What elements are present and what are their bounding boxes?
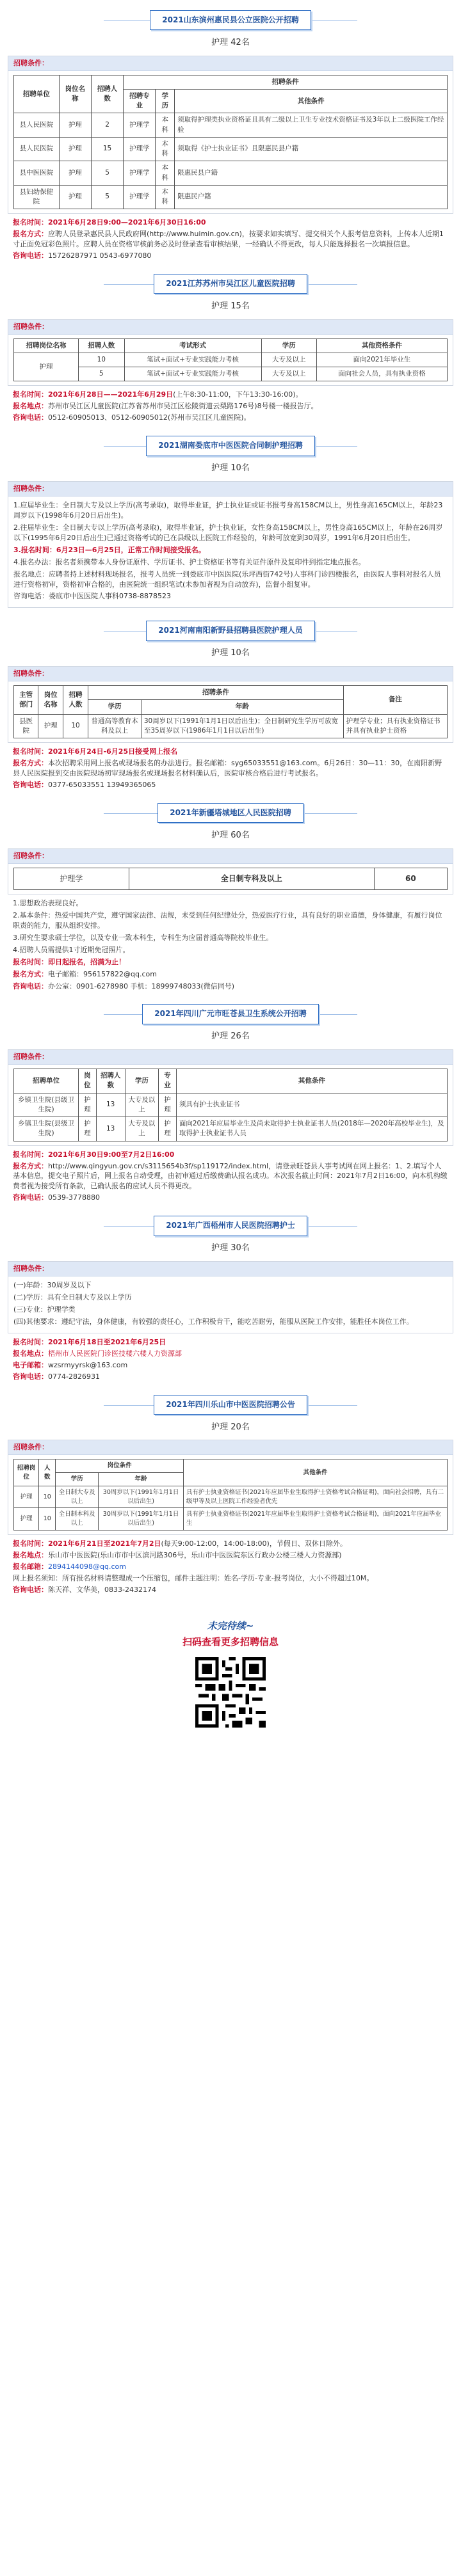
table-cell: 全日制大专及以上 [56,1486,99,1508]
section-banner [8,803,453,825]
table-cell: 限惠民户籍 [175,185,448,209]
table-cell: 面向2021年应届毕业生及尚未取得护士执业证书人员(2018年—2020年高校毕业生)，及取得护士执业证书人员 [176,1117,447,1141]
conditions-box [8,1049,453,1145]
list-item: (一)年龄：30周岁及以下 [13,1281,92,1290]
table-cell: 护理 [14,353,79,381]
section-title: 2021年广西梧州市人民医院招聘护士 [154,1216,307,1236]
conditions-label: 招聘条件： [8,1262,453,1276]
position-count: 护理 26名 [211,1031,250,1042]
table-cell: 大专及以上 [261,367,316,381]
section-info [8,894,453,992]
table-header: 其他条件 [175,90,448,113]
section-banner [8,1395,453,1417]
method-label: 报名方式： [13,969,48,978]
table-header: 学历 [88,700,142,714]
table-header: 其他条件 [184,1459,448,1486]
table-row [14,113,448,137]
job-section-7 [8,1216,453,1381]
table-cell: 全日制专科及以上 [129,868,374,889]
place-label: 报名地点： [13,1550,48,1559]
phone-label: 咨询电话： [13,251,48,260]
table-cell: 须取得护理类执业资格证且具有二级以上卫生专业技术资格证书及3年以上二级医院工作经验 [175,113,448,137]
table-row [14,137,448,161]
job-section-2 [8,274,453,423]
table-cell: 护理 [59,137,91,161]
table-header: 学历 [56,1473,99,1486]
table-header: 岗位条件 [56,1459,184,1473]
phone-value: 办公室：0901-6278980 手机：18999748033(微信同号) [48,982,235,990]
conditions-label: 招聘条件： [8,849,453,864]
table-cell: 县中医医院 [14,161,60,185]
time-value: 2021年6月21日至2021年7月2日 [48,1539,161,1548]
time-value: 2021年6月28日——2021年6月29日 [48,390,174,399]
table-header: 其他条件 [176,1069,447,1093]
table-cell: 护理学专业；具有执业资格证书并具有执业护士资格 [343,714,447,738]
job-section-6 [8,1004,453,1203]
place-label: 报名地点： [13,402,48,411]
list-item: 报名地点：应聘者持上述材料现场报名，报考人员统一到娄底市中医医院(乐坪西街742号)人事科门诊四楼报名，由医院人事科对报名人员进行资格初审，资格初审合格的，由医院统一组织笔试(未参加者视为自动放弃)，监督小组复审。 [13,569,441,589]
table-cell: 笔试+面试+专业实践能力考核 [124,353,261,367]
method-value: 电子邮箱：956157822@qq.com [48,969,157,978]
table-cell: 护理学 [124,185,156,209]
time-tail: (每天9:00-12:00，14:00-18:00)，节假日、双休日除外。 [161,1539,347,1548]
table-header: 招聘人数 [79,338,125,353]
scan-text: 扫码查看更多招聘信息 [182,1636,279,1648]
table-cell: 60 [374,868,447,889]
table-row [14,185,448,209]
table-cell: 5 [79,367,125,381]
phone-label: 咨询电话： [13,413,48,422]
table-cell: 县妇幼保健院 [14,185,60,209]
position-count: 护理 42名 [211,38,250,47]
conditions-box [8,481,453,608]
phone-value: 陈天祥、文华美，0833-2432174 [48,1585,156,1594]
table-header: 招聘单位 [14,75,60,113]
table-header: 学历 [156,90,175,113]
position-count: 护理 30名 [211,1243,250,1253]
list-item: 4.招聘人员需提供1寸近期免冠照片。 [13,945,130,954]
table-header: 年龄 [99,1473,184,1486]
time-value: 即日起报名，招满为止！ [48,957,125,966]
table-cell: 大专及以上 [125,1117,158,1141]
table-cell: 大专及以上 [261,353,316,367]
conditions-table [13,685,448,738]
table-cell: 县医院 [14,714,38,738]
section-title: 2021年四川广元市旺苍县卫生系统公开招聘 [142,1004,318,1024]
conditions-label: 招聘条件： [8,1050,453,1065]
table-cell: 15 [91,137,123,161]
table-row [14,1486,448,1508]
section-info [8,1535,453,1595]
conditions-table [13,1069,448,1141]
table-cell: 全日制本科及以上 [56,1508,99,1530]
section-info [8,386,453,423]
table-cell: 本科 [156,137,175,161]
table-cell: 护理学 [124,137,156,161]
time-label: 报名时间： [13,390,48,399]
phone-label: 咨询电话： [13,780,48,789]
conditions-label: 招聘条件： [8,1440,453,1455]
job-section-1 [8,10,453,261]
table-cell: 乡镇卫生院(县级卫生院) [14,1117,79,1141]
table-cell: 护理 [79,1093,97,1117]
phone-label: 咨询电话： [13,982,48,990]
section-banner [8,621,453,642]
table-cell: 普通高等教育本科及以上 [88,714,142,738]
time-value: 2021年6月30日9:00至7月2日16:00 [48,1150,175,1159]
table-cell: 10 [39,1486,56,1508]
table-header: 岗位名称 [59,75,91,113]
place-value: 乐山市中医医院(乐山市市中区滨河路306号，乐山市中医医院东区行政办公楼三楼人力资源部) [48,1550,342,1559]
section-banner [8,436,453,457]
list-item: 4.报名办法：报名者须携带本人身份证原件、学历证书、护士资格证书等有关证件原件及复印件到指定地点报名。 [13,557,366,566]
section-title: 2021山东滨州惠民县公立医院公开招聘 [150,10,311,30]
section-banner [8,274,453,296]
email-label: 电子邮箱： [13,1360,48,1369]
table-cell: 护理 [59,113,91,137]
list-item: (二)学历：具有全日制大专及以上学历 [13,1292,132,1301]
table-cell: 护理 [59,161,91,185]
list-item: 2.基本条件：热爱中国共产党，遵守国家法律、法规，未受到任何纪律处分，热爱医疗行业，具有良好的职业道德，身体健康，有履行岗位职责的能力，服从组织安排。 [13,910,442,930]
table-cell: 护理 [14,1508,39,1530]
method-label: 报名方式： [13,1161,48,1170]
table-header: 考试形式 [124,338,261,353]
list-item: 2.往届毕业生：全日制大专以上学历(高考录取)，取得毕业证，护士执业证，女性身高158CM以上，男性身高165CM以上，年龄在26周岁以下(1995年6月20日后出生)已通过资格考试的已在县级以上医院工作经验的，年龄可放宽到30周岁，1991年6月20日后出生。 [13,523,443,542]
table-cell: 本科 [156,161,175,185]
method-label: 报名方式： [13,759,48,767]
list-item: 1.应届毕业生：全日制大专及以上学历(高考录取)，取得毕业证，护士执业证或证书报考身高158CM以上，男性身高165CM以上，年龄23周岁以下(1998年6月20日后出生)。 [13,500,443,520]
table-row [14,161,448,185]
position-count: 护理 20名 [211,1422,250,1432]
conditions-table [13,338,448,382]
conditions-box [8,56,453,214]
table-header: 人数 [39,1459,56,1486]
section-title: 2021江苏苏州市吴江区儿童医院招聘 [154,274,307,294]
section-title: 2021河南南阳新野县招聘县医院护理人员 [146,621,314,640]
section-info [8,743,453,790]
table-cell: 5 [91,185,123,209]
list-item: (四)其他要求：遵纪守法，身体健康，有较强的责任心，工作积极肯干，能吃苦耐劳，能服从医院工作安排，能胜任本岗位工作。 [13,1317,414,1326]
list-item: (三)专业：护理学类 [13,1305,76,1314]
email-label: 报名邮箱： [13,1562,48,1571]
table-cell: 面向社会人员，具有执业资格 [316,367,447,381]
time-label: 报名时间： [13,218,48,227]
phone-value: 0512-60905013、0512-60905012(苏州市吴江区儿童医院)。 [48,413,251,422]
phone-value: 0539-3778880 [48,1193,100,1202]
conditions-box [8,1261,453,1333]
table-header: 专业 [159,1069,177,1093]
section-banner [8,10,453,32]
list-item: 3.报名时间：6月23日—6月25日，正常工作时间接受报名。 [13,545,206,554]
qr-code-icon[interactable] [195,1657,266,1728]
phone-label: 咨询电话： [13,1585,48,1594]
table-cell: 2 [91,113,123,137]
conditions-box [8,319,453,386]
table-cell: 具有护士执业资格证书(2021年应届毕业生取得护士资格考试合格证明)，面向2021年应届毕业生 [184,1508,448,1530]
place-value: 梧州市人民医院门诊医技楼六楼人力资源部 [48,1349,182,1358]
time-tail: (上午8:30-11:00，下午13:30-16:00)。 [173,390,303,399]
position-count: 护理 15名 [211,301,250,311]
table-cell: 30周岁以下(1991年1月1日以后出生) [99,1486,184,1508]
table-header: 招聘条件 [124,75,448,89]
table-header: 招聘专业 [124,90,156,113]
section-info [8,214,453,261]
phone-label: 咨询电话： [13,1372,48,1381]
section-info [8,1146,453,1204]
table-row [14,1117,448,1141]
table-header: 招聘单位 [14,1069,79,1093]
email-value[interactable]: wzsrmyyrsk@163.com [48,1360,128,1369]
time-label: 报名时间： [13,957,48,966]
more-text: 未完待续~ [207,1619,254,1632]
table-row [14,367,448,381]
conditions-label: 招聘条件： [8,482,453,497]
table-cell: 面向2021年毕业生 [316,353,447,367]
table-header: 招聘人数 [91,75,123,113]
table-cell: 本科 [156,185,175,209]
table-header: 招聘人数 [63,686,88,714]
place-label: 报名地点： [13,1349,48,1358]
table-row [14,1093,448,1117]
method-value: 应聘人员登录惠民县人民政府网(http://www.huimin.gov.cn)，按要求如实填写、提交相关个人报考信息资料，上传本人近期1寸正面免冠彩色照片。应聘人员在资格审核前务必及时登录查看审核结果，一经确认不得更改，每人只能选择报名一次填报信息。 [13,230,444,249]
conditions-table [13,1459,448,1530]
method-value: http://www.qingyun.gov.cn/s3115654b3f/sp119172/index.html，请登录旺苍县人事考试网在网上报名：1、2.填写个人基本信息，提交电子照片后，网上报名自动受理，由初审通过后缴费确认报名成功。本次报名截止时间：2021年7月2日16:00，向本机构缴费者视为接受所有条款，已确认报名的应试人员不得更改。 [13,1161,448,1191]
table-cell: 大专及以上 [125,1093,158,1117]
table-cell: 护理 [14,1486,39,1508]
table-row [14,353,448,367]
table-cell: 县人民医院 [14,113,60,137]
table-cell: 护理 [79,1117,97,1141]
table-cell: 须具有护士执业证书 [176,1093,447,1117]
table-cell: 13 [96,1093,125,1117]
table-cell: 10 [63,714,88,738]
table-row [14,714,448,738]
table-cell: 5 [91,161,123,185]
table-cell: 乡镇卫生院(县级卫生院) [14,1093,79,1117]
table-header: 其他资格条件 [316,338,447,353]
table-header: 招聘岗位 [14,1459,39,1486]
table-cell: 具有护士执业资格证书(2021年应届毕业生取得护士资格考试合格证明)，面向社会招聘，具有二级甲等及以上医院工作经验者优先 [184,1486,448,1508]
conditions-label: 招聘条件： [8,320,453,335]
table-cell: 县人民医院 [14,137,60,161]
table-header: 学历 [125,1069,158,1093]
table-header: 学历 [261,338,316,353]
phone-value: 15726287971 0543-6977080 [48,251,152,260]
table-header: 备注 [343,686,447,714]
phone-label: 咨询电话： [13,1193,48,1202]
section-info [8,1333,453,1382]
table-cell: 10 [39,1508,56,1530]
table-row [14,1508,448,1530]
time-value: 2021年6月24日-6月25日接受网上报名 [48,747,178,756]
table-cell: 限惠民县户籍 [175,161,448,185]
time-label: 报名时间： [13,747,48,756]
section-title: 2021湖南娄底市中医医院合同制护理招聘 [146,436,314,456]
job-section-5 [8,803,453,992]
place-value: 苏州市吴江区儿童医院(江苏省苏州市吴江区松陵街道云梨路176号)8号楼一楼报告厅。 [48,402,318,411]
table-header: 招聘条件 [88,686,343,700]
phone-value: 0377-65033551 13949365065 [48,780,156,789]
conditions-box [8,1440,453,1535]
table-cell: 护理 [59,185,91,209]
conditions-box [8,848,453,894]
footer [8,1608,453,1747]
position-count: 护理 10名 [211,648,250,658]
table-cell: 30周岁以下(1991年1月1日以后出生) [99,1508,184,1530]
phone-value: 0774-2826931 [48,1372,100,1381]
table-header: 年龄 [141,700,343,714]
email-value[interactable]: 2894144098@qq.com [48,1562,126,1571]
table-cell: 护理学 [14,868,129,889]
section-title: 2021年新疆塔城地区人民医院招聘 [158,803,303,823]
table-row [14,868,448,889]
section-banner [8,1004,453,1026]
table-header: 岗位名称 [38,686,63,714]
conditions-label: 招聘条件： [8,56,453,71]
conditions-label: 招聘条件： [8,667,453,681]
list-item: 咨询电话：娄底市中医医院人事科0738-8878523 [13,592,171,601]
table-header: 岗位 [79,1069,97,1093]
method-label: 报名方式： [13,230,48,239]
conditions-table [13,75,448,209]
note-text: 网上报名须知：所有报名材料请整理成一个压缩包，邮件主题注明：姓名-学历-专业-报考岗位，大小不得超过10M。 [13,1573,374,1582]
section-banner [8,1216,453,1237]
table-cell: 本科 [156,113,175,137]
table-cell: 护理 [159,1117,177,1141]
method-value: 本次招聘采用网上报名或现场报名的办法进行。报名邮箱：syg65033551@163.com。6月26日：30—11：30，在南阳新野县人民医院报到交由医院现场初审现场报名或现场报名材料确认后，医院审核合格后进行考试报名。 [13,759,442,777]
list-item: 1.思想政治表现良好。 [13,898,83,907]
position-count: 护理 10名 [211,463,250,473]
table-cell: 笔试+面试+专业实践能力考核 [124,367,261,381]
table-header: 主管部门 [14,686,38,714]
time-value: 2021年6月18日至2021年6月25日 [48,1337,166,1346]
job-section-4 [8,621,453,790]
job-section-3 [8,436,453,608]
table-cell: 护理学 [124,161,156,185]
table-cell: 护理 [38,714,63,738]
time-label: 报名时间： [13,1337,48,1346]
list-item: 3.研究生要求硕士学位，以及专业一致本科生，专科生为应届普通高等院校毕业生。 [13,933,273,942]
table-cell: 须取得《护士执业证书》且限惠民县户籍 [175,137,448,161]
time-value: 2021年6月28日9:00—2021年6月30日16:00 [48,218,206,227]
time-label: 报名时间： [13,1539,48,1548]
conditions-box [8,666,453,743]
table-cell: 13 [96,1117,125,1141]
table-cell: 10 [79,353,125,367]
table-cell: 护理学 [124,113,156,137]
table-header: 招聘人数 [96,1069,125,1093]
section-title: 2021年四川乐山市中医医院招聘公告 [154,1395,307,1415]
position-count: 护理 60名 [211,830,250,840]
job-section-8 [8,1395,453,1595]
table-header: 招聘岗位名称 [14,338,79,353]
conditions-table [13,868,448,890]
table-cell: 30周岁以下(1991年1月1日以后出生)；全日制研究生学历可放宽至35周岁以下(1986年1月1日以后出生) [141,714,343,738]
time-label: 报名时间： [13,1150,48,1159]
table-cell: 护理 [159,1093,177,1117]
